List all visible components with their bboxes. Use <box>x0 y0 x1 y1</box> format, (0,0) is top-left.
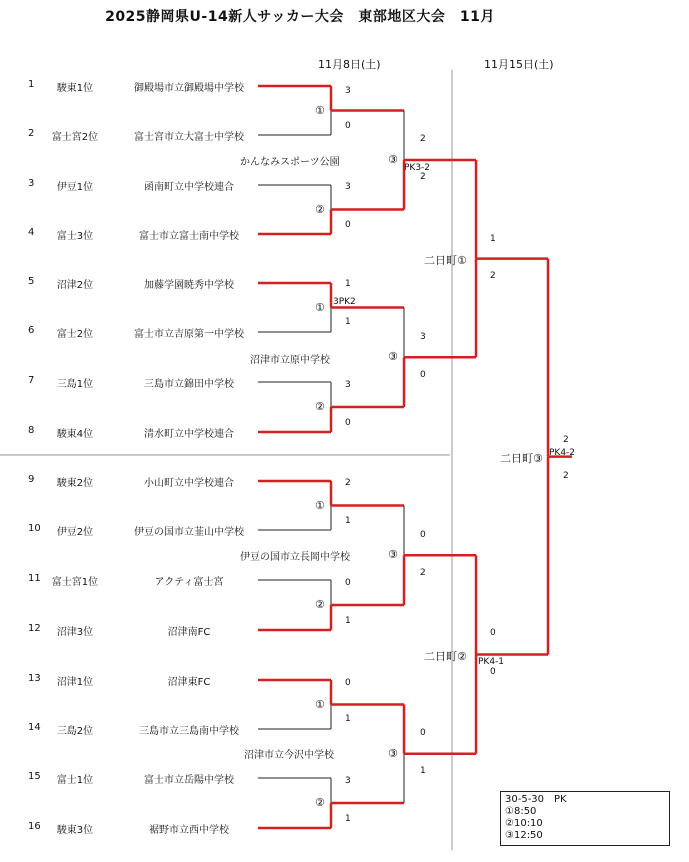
team-seed: 9 <box>28 474 35 485</box>
team-name: 沼津南FC <box>167 627 211 638</box>
score-value: 0 <box>420 728 426 738</box>
match-number: ② <box>315 598 325 611</box>
match-number: ① <box>315 697 325 711</box>
team-seed: 7 <box>28 375 35 386</box>
pk-note: 3PK2 <box>333 297 356 307</box>
team-seed: 1 <box>28 79 35 90</box>
match-number: ③ <box>388 746 398 760</box>
team-rank: 富士2位 <box>56 329 94 340</box>
team-rank: 駿東2位 <box>56 478 94 489</box>
legend-format: 30-5-30 PK <box>505 794 567 805</box>
team-rank: 沼津3位 <box>56 627 94 638</box>
score-value: 1 <box>345 616 351 626</box>
score-value: 2 <box>420 568 426 578</box>
semifinal-label: 二日町① <box>424 253 467 267</box>
team-seed: 4 <box>28 227 35 238</box>
match-number: ② <box>315 796 325 809</box>
team-rank: 富士1位 <box>56 775 94 786</box>
team-seed: 13 <box>28 673 41 684</box>
page-title: 2025静岡県U-14新人サッカー大会 東部地区大会 11月 <box>105 9 495 25</box>
score-value: 0 <box>345 418 351 428</box>
team-name: 小山町立中学校連合 <box>144 478 234 489</box>
team-rank: 富士宮2位 <box>51 132 99 143</box>
team-rank: 富士宮1位 <box>51 577 99 588</box>
score-value: 0 <box>345 121 351 131</box>
team-name: 富士宮市立大富士中学校 <box>134 132 244 143</box>
date-round1: 11月8日(土) <box>318 58 381 71</box>
match-number: ③ <box>388 153 398 166</box>
score-value: 1 <box>420 766 426 776</box>
venue-label: 沼津市立今沢中学校 <box>244 750 334 761</box>
score-value: 1 <box>345 279 351 289</box>
final-label: 二日町③ <box>500 451 543 465</box>
team-name: 三島市立三島南中学校 <box>139 726 239 737</box>
date-round2: 11月15日(土) <box>484 58 554 71</box>
legend-time-3: ③12:50 <box>505 830 543 841</box>
team-name: アクティ富士宮 <box>154 577 224 588</box>
team-rank: 伊豆2位 <box>56 527 94 538</box>
team-rank: 駿東4位 <box>56 429 94 440</box>
score-value: 1 <box>490 234 496 244</box>
team-rank: 沼津2位 <box>56 280 94 291</box>
team-name: 清水町立中学校連合 <box>144 429 234 440</box>
match-number: ③ <box>388 548 398 562</box>
team-seed: 12 <box>28 623 41 634</box>
score-value: 1 <box>345 317 351 327</box>
score-value: 0 <box>490 667 496 677</box>
team-rank: 沼津1位 <box>56 677 94 688</box>
score-value: 2 <box>563 435 569 445</box>
team-rank: 三島2位 <box>56 726 94 737</box>
team-seed: 10 <box>28 523 41 534</box>
pk-note: PK4-2 <box>549 448 576 458</box>
pk-note: PK4-1 <box>478 657 505 667</box>
match-number: ② <box>315 400 325 413</box>
team-rank: 伊豆1位 <box>56 182 94 193</box>
score-value: 2 <box>420 172 426 182</box>
match-number: ② <box>315 202 325 216</box>
score-value: 2 <box>420 134 426 144</box>
score-value: 3 <box>345 182 351 192</box>
venue-label: かんなみスポーツ公園 <box>240 157 340 168</box>
score-value: 0 <box>345 678 351 688</box>
team-name: 富士市立吉原第一中学校 <box>134 329 244 340</box>
team-name: 裾野市立西中学校 <box>149 825 229 836</box>
team-seed: 2 <box>28 128 35 139</box>
team-seed: 14 <box>28 722 41 733</box>
legend-time-2: ②10:10 <box>505 818 543 829</box>
match-number: ① <box>315 498 325 512</box>
pk-note: PK3-2 <box>404 163 431 173</box>
score-value: 2 <box>490 271 496 281</box>
score-value: 0 <box>345 220 351 230</box>
team-name: 伊豆の国市立韮山中学校 <box>134 527 244 538</box>
team-name: 富士市立富士南中学校 <box>139 231 239 242</box>
score-value: 3 <box>345 776 351 786</box>
score-value: 2 <box>345 478 351 488</box>
score-value: 0 <box>490 628 496 638</box>
legend-time-1: ①8:50 <box>505 806 537 817</box>
team-seed: 16 <box>28 821 41 832</box>
team-rank: 駿東1位 <box>56 83 94 94</box>
score-value: 0 <box>420 370 426 380</box>
team-seed: 6 <box>28 325 35 336</box>
score-value: 1 <box>345 814 351 824</box>
team-rank: 駿東3位 <box>56 825 94 836</box>
venue-label: 伊豆の国市立長岡中学校 <box>240 552 350 563</box>
team-name: 御殿場市立御殿場中学校 <box>134 83 244 94</box>
legend-box <box>500 791 670 846</box>
match-number: ① <box>315 103 325 117</box>
match-number: ① <box>315 300 325 314</box>
venue-label: 沼津市立原中学校 <box>250 355 330 366</box>
team-seed: 11 <box>28 573 41 584</box>
score-value: 3 <box>420 332 426 342</box>
team-name: 富士市立岳陽中学校 <box>144 775 234 786</box>
match-number: ③ <box>388 350 398 364</box>
semifinal-label: 二日町② <box>424 649 467 663</box>
score-value: 0 <box>420 530 426 540</box>
team-name: 三島市立錦田中学校 <box>144 379 234 390</box>
score-value: 2 <box>563 471 569 481</box>
team-name: 沼津東FC <box>167 677 211 688</box>
score-value: 3 <box>345 86 351 96</box>
team-rank: 富士3位 <box>56 231 94 242</box>
team-seed: 8 <box>28 425 35 436</box>
score-value: 1 <box>345 714 351 724</box>
team-seed: 15 <box>28 771 41 782</box>
team-rank: 三島1位 <box>56 379 94 390</box>
score-value: 3 <box>345 380 351 390</box>
team-seed: 3 <box>28 178 35 189</box>
score-value: 0 <box>345 578 351 588</box>
team-name: 函南町立中学校連合 <box>144 182 234 193</box>
team-name: 加藤学園暁秀中学校 <box>144 280 234 291</box>
score-value: 1 <box>345 516 351 526</box>
team-seed: 5 <box>28 276 35 287</box>
